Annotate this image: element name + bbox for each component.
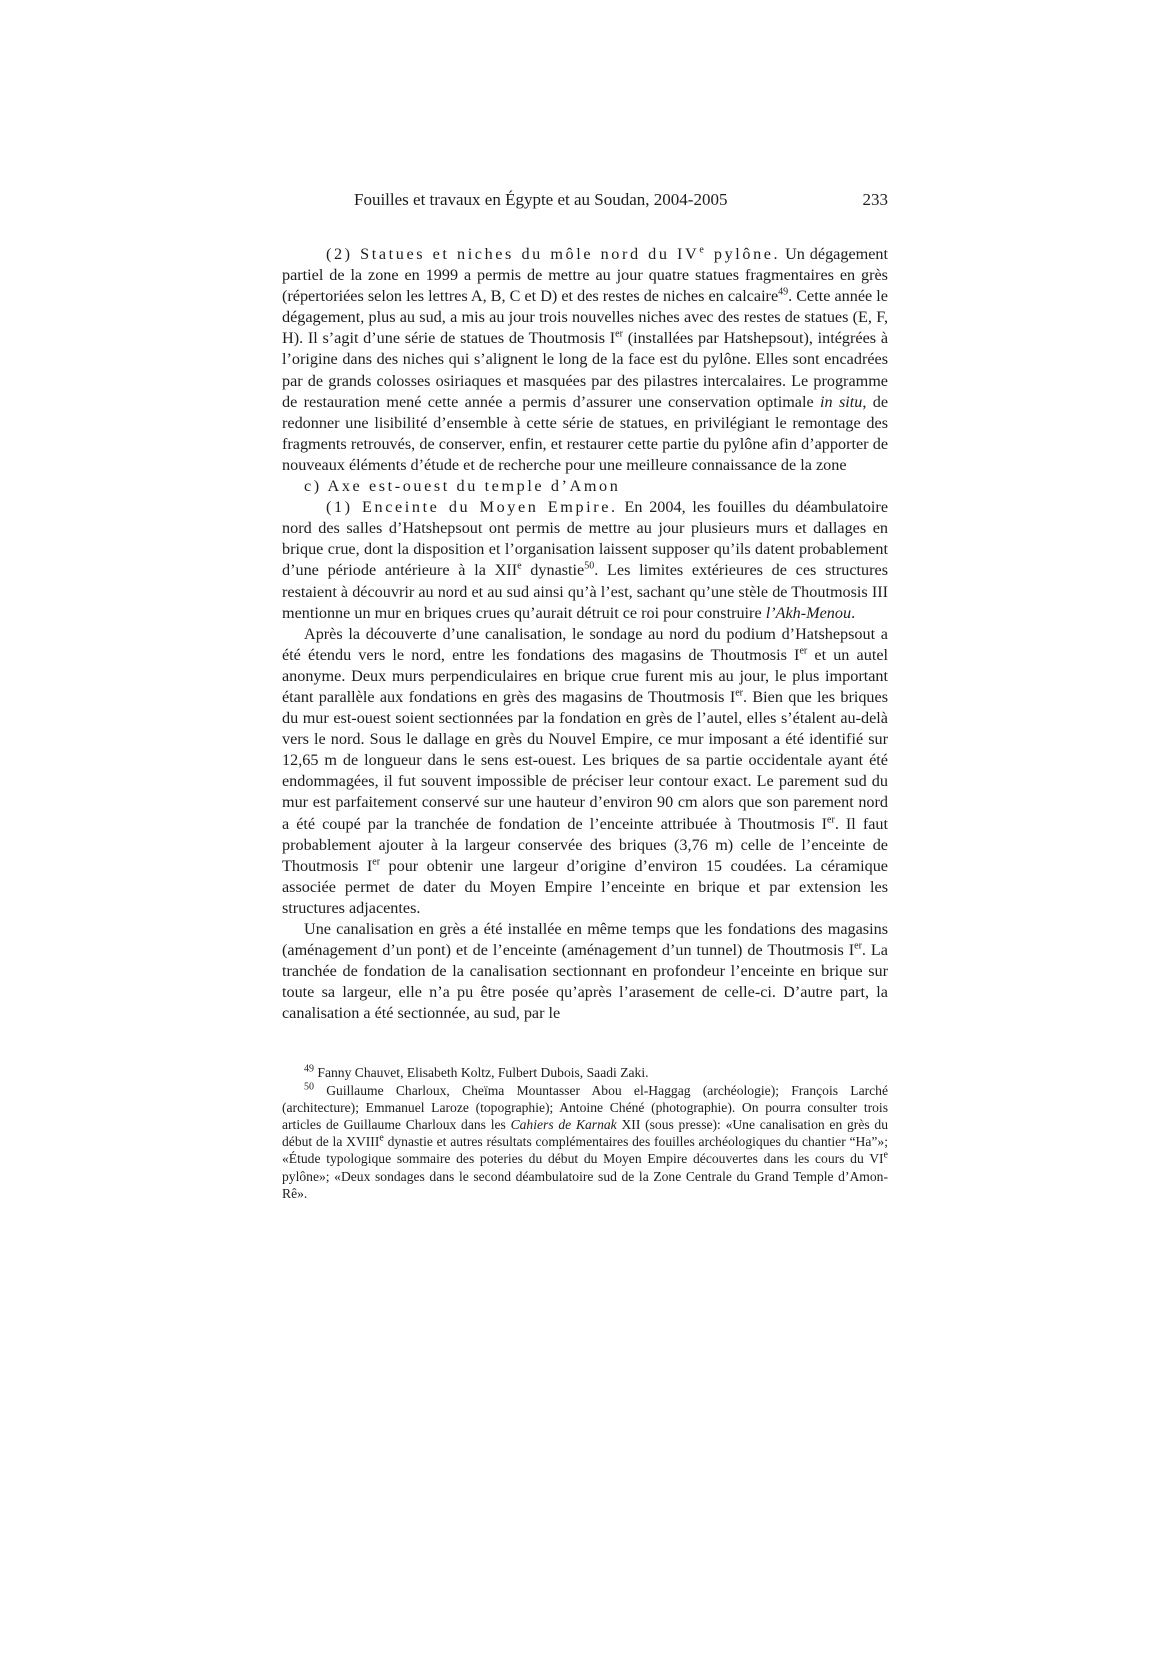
footnote-ref-50[interactable]: 50 xyxy=(584,561,595,573)
page-number: 233 xyxy=(862,190,888,209)
footnote-49: $^{49}$ Fanny Chauvet, Elisabeth Koltz, Fulbert Dubois, Saadi Zaki. xyxy=(304,1063,649,1081)
footnotes xyxy=(282,1064,888,1202)
footnote-ref-49[interactable]: 49 xyxy=(778,286,789,298)
subheading-axe-est-ouest: c) Axe est-ouest du temple d’Amon xyxy=(304,477,621,496)
page xyxy=(282,190,888,1202)
subheading-statues-niches: (2) Statues et niches du môle nord du IVe pylône. xyxy=(326,244,781,263)
running-title: Fouilles et travaux en Égypte et au Soudan, 2004-2005 xyxy=(354,190,728,209)
paragraph-statues-niches: (2) Statues et niches du môle nord du IVe pylône. Un dégagement partiel de la zone en 1999 a permis de mettre au jour quatre statues fragmentaires en grès (répertoriées selon les lettres A, B, C et D) et des restes de niches en calcaire$^{49}$. Cette année le dégagement, plus au sud, a mis au jour trois nouvelles niches avec des restes de statues (E, F, H). Il s’agit d’une série de statues de Thoutmosis Ier (installées par Hatshepsout), intégrées à l’origine dans des niches qui s’alignent le long de la face est du pylône. Elles sont encadrées par de grands colosses osiriaques et masquées par des pilastres intercalaires. Le programme de restauration mené cette année a permis d’assurer une conservation optimale in situ, de redonner une lisibilité d’ensemble à cette série de statues, en privilégiant le remontage des fragments retrouvés, de conserver, enfin, et restaurer cette partie du pylône afin d’apporter de nouveaux éléments d’étude et de recherche pour une meilleure connaissance de la zone xyxy=(282,244,889,474)
paragraph-canalisation: Une canalisation en grès a été installée en même temps que les fondations des magasins (aménagement d’un pont) et de l’enceinte (aménagement d’un tunnel) de Thoutmosis Ier. La tranchée de fondation de la canalisation sectionnant en profondeur l’enceinte en brique sur toute sa largeur, elle n’a pu être posée qu’après l’arasement de celle-ci. D’autre part, la canalisation a été sectionnée, au sud, par le xyxy=(282,920,888,1023)
paragraph-enceinte: (1) Enceinte du Moyen Empire. En 2004, les fouilles du déambulatoire nord des salles d’Hatshepsout ont permis de mettre au jour plusieurs murs et dallages en brique crue, dont la disposition et l’organisation laissent supposer qu’ils datent probablement d’une période antérieure à la XIIe dynastie$^{50}$. Les limites extérieures de ces structures restaient à découvrir au nord et au sud ainsi qu’à l’est, sachant qu’une stèle de Thoutmosis III mentionne un mur en briques crues qu’aurait détruit ce roi pour construire l’Akh-Menou. xyxy=(282,498,889,622)
main-text xyxy=(282,244,888,1024)
paragraph-apres-decouverte: Après la découverte d’une canalisation, le sondage au nord du podium d’Hatshepsout a été étendu vers le nord, entre les fondations des magasins de Thoutmosis Ier et un autel anonyme. Deux murs perpendiculaires en brique crue furent mis au jour, le plus important étant parallèle aux fondations en grès des magasins de Thoutmosis Ier. Bien que les briques du mur est-ouest soient sectionnées par la fondation en grès de l’autel, elles s’étalent au-delà vers le nord. Sous le dallage en grès du Nouvel Empire, ce mur imposant a été identifié sur 12,65 m de longueur dans le sens est-ouest. Les briques de sa partie occidentale ayant été endommagées, il fut souvent impossible de préciser leur contour exact. Le parement sud du mur est parfaitement conservé sur une hauteur d’environ 90 cm alors que son parement nord a été coupé par la tranchée de fondation de l’enceinte attribuée à Thoutmosis Ier. Il faut probablement ajouter à la largeur conservée des briques (3,76 m) celle de l’enceinte de Thoutmosis Ier pour obtenir une largeur d’origine d’environ 15 coudées. La céramique associée permet de dater du Moyen Empire l’enceinte en brique et par extension les structures adjacentes. xyxy=(282,624,888,917)
footnote-50: $^{50}$ Guillaume Charloux, Cheïma Mountasser Abou el-Haggag (archéologie); François Larché (architecture); Emmanuel Laroze (topographie); Antoine Chéné (photographie). On pourra consulter trois articles de Guillaume Charloux dans les Cahiers de Karnak XII (sous presse): «Une canalisation en grès du début de la XVIIIe dynastie et autres résultats complémentaires des fouilles archéologiques du chantier “Ha”»; «Étude typologique sommaire des poteries du début du Moyen Empire découvertes dans les cours du VIe pylône»; «Deux sondages dans le second déambulatoire sud de la Zone Centrale du Grand Temple d’Amon-Rê». xyxy=(282,1081,888,1201)
page-header xyxy=(282,190,888,214)
subheading-enceinte: (1) Enceinte du Moyen Empire. xyxy=(326,498,618,517)
